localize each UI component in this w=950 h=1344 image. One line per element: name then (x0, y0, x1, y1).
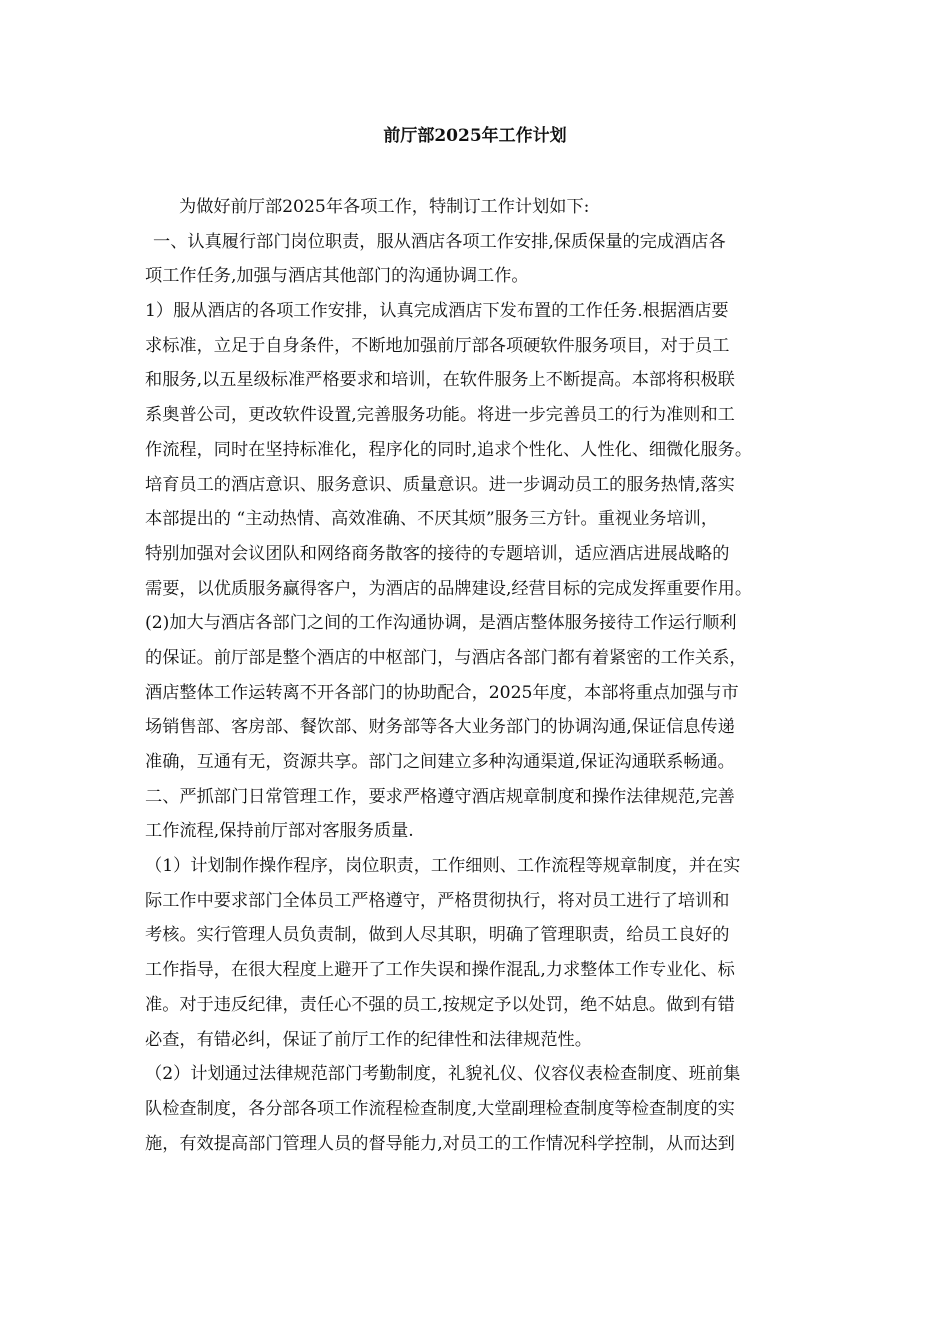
paragraph-line: 必查，有错必纠，保证了前厅工作的纪律性和法律规范性。 (145, 1029, 592, 1050)
paragraph-line: 场销售部、客房部、餐饮部、财务部等各大业务部门的协调沟通,保证信息传递 (145, 717, 735, 738)
paragraph-line: 培育员工的酒店意识、服务意识、质量意识。进一步调动员工的服务热情,落实 (145, 474, 735, 495)
paragraph-line: 本部提出的 “主动热情、高效准确、不厌其烦”服务三方针。重视业务培训， (145, 509, 719, 530)
paragraph-line: （2）计划通过法律规范部门考勤制度，礼貌礼仪、仪容仪表检查制度、班前集 (145, 1064, 741, 1085)
paragraph-line: 系奥普公司，更改软件设置,完善服务功能。将进一步完善员工的行为准则和工 (145, 405, 735, 426)
paragraph-line: (2)加大与酒店各部门之间的工作沟通协调，是酒店整体服务接待工作运行顺利 (145, 613, 737, 634)
paragraph-line: 一、认真履行部门岗位职责，服从酒店各项工作安排,保质保量的完成酒店各 (153, 231, 726, 252)
paragraph-line: 工作流程,保持前厅部对客服务质量. (145, 821, 414, 842)
paragraph-line: 酒店整体工作运转离不开各部门的协助配合，2025年度，本部将重点加强与市 (145, 682, 739, 703)
document-title: 前厅部2025年工作计划 (383, 126, 567, 146)
paragraph-line: 施，有效提高部门管理人员的督导能力,对员工的工作情况科学控制，从而达到 (145, 1133, 735, 1154)
paragraph-line: 际工作中要求部门全体员工严格遵守，严格贯彻执行，将对员工进行了培训和 (145, 890, 730, 911)
paragraph-line: 需要，以优质服务赢得客户，为酒店的品牌建设,经营目标的完成发挥重要作用。 (145, 578, 753, 599)
paragraph-line: 和服务,以五星级标准严格要求和培训，在软件服务上不断提高。本部将积极联 (145, 370, 735, 391)
paragraph-line: 作流程，同时在坚持标准化，程序化的同时,追求个性化、人性化、细微化服务。 (145, 439, 753, 460)
paragraph-line: （1）计划制作操作程序，岗位职责，工作细则、工作流程等规章制度，并在实 (145, 856, 741, 877)
paragraph-line: 特别加强对会议团队和网络商务散客的接待的专题培训，适应酒店进展战略的 (145, 543, 730, 564)
paragraph-line: 的保证。前厅部是整个酒店的中枢部门，与酒店各部门都有着紧密的工作关系， (145, 647, 747, 668)
paragraph-line: 考核。实行管理人员负责制，做到人尽其职，明确了管理职责，给员工良好的 (145, 925, 730, 946)
paragraph-line: 队检查制度，各分部各项工作流程检查制度,大堂副理检查制度等检查制度的实 (145, 1098, 735, 1119)
paragraph-line: 项工作任务,加强与酒店其他部门的沟通协调工作。 (145, 266, 529, 287)
document-body (145, 190, 825, 1161)
paragraph-line: 1）服从酒店的各项工作安排，认真完成酒店下发布置的工作任务.根据酒店要 (145, 301, 729, 322)
paragraph-line: 准确，互通有无，资源共享。部门之间建立多种沟通渠道,保证沟通联系畅通。 (145, 752, 735, 772)
paragraph-line: 求标准，立足于自身条件，不断地加强前厅部各项硬软件服务项目，对于员工 (145, 335, 730, 356)
paragraph-line: 为做好前厅部2025年各项工作，特制订工作计划如下: (179, 197, 590, 217)
paragraph-line: 二、严抓部门日常管理工作，要求严格遵守酒店规章制度和操作法律规范,完善 (145, 786, 735, 807)
paragraph-line: 准。对于违反纪律，责任心不强的员工,按规定予以处罚，绝不姑息。做到有错 (145, 994, 735, 1015)
paragraph-line: 工作指导，在很大程度上避开了工作失误和操作混乱,力求整体工作专业化、标 (145, 960, 735, 981)
